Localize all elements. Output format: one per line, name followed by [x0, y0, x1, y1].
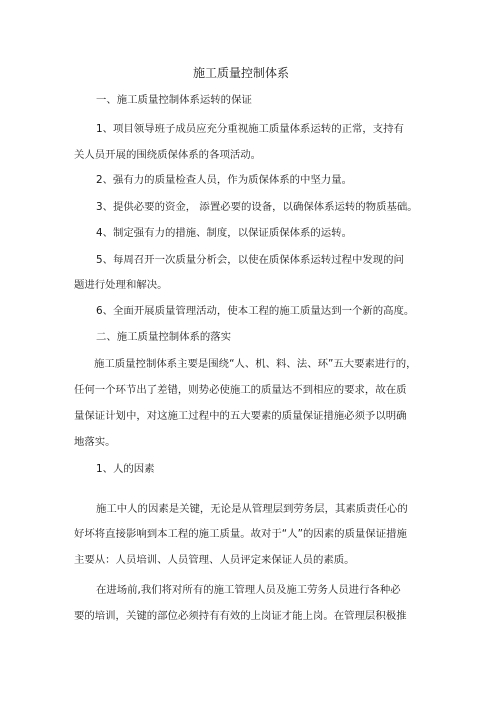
paragraph-1-line-3: 量保证计划中，对这施工过程中的五大要素的质量保证措施必须予以明确	[74, 410, 407, 422]
section-heading-1: 一、施工质量控制体系运转的保证	[96, 94, 252, 106]
paragraph-2-line-1: 施工中人的因素是关键，无论是从管理层到劳务层，其素质责任心的	[96, 503, 408, 515]
subsection-heading-1: 1、人的因素	[96, 463, 155, 475]
paragraph-1-line-4: 地落实。	[74, 436, 116, 448]
section-heading-2: 二、施工质量控制体系的落实	[96, 331, 232, 343]
list-item-1-line-1: 1、项目领导班子成员应充分重视施工质量体系运转的正常，支持有	[96, 123, 404, 135]
list-item-4: 4、制定强有力的措施、制度，以保证质保体系的运转。	[96, 227, 352, 239]
list-item-5-line-1: 5、每周召开一次质量分析会，以使在质保体系运转过程中发现的问	[96, 254, 404, 266]
list-item-5-line-2: 题进行处理和解决。	[74, 279, 168, 291]
paragraph-1-line-1: 施工质量控制体系主要是围绕“人、机、料、法、环”五大要素进行的，	[94, 358, 417, 370]
list-item-1-line-2: 关人员开展的围绕质保体系的各项活动。	[74, 149, 262, 161]
list-item-3: 3、提供必要的资金， 添置必要的设备，以确保体系运转的物质基础。	[96, 201, 418, 213]
paragraph-3-line-2: 要的培训，关键的部位必须持有有效的上岗证才能上岗。在管理层积极推	[74, 610, 407, 622]
list-item-2: 2、强有力的质量检查人员，作为质保体系的中坚力量。	[96, 174, 352, 186]
document-title: 施工质量控制体系	[193, 66, 290, 80]
paragraph-3-line-1: 在进场前,我们将对所有的施工管理人员及施工劳务人员进行各种必	[96, 584, 401, 596]
list-item-6: 6、全面开展质量管理活动，使本工程的施工质量达到一个新的高度。	[96, 305, 415, 317]
paragraph-2-line-3: 主要从：人员培训、人员管理、人员评定来保证人员的素质。	[74, 554, 355, 566]
paragraph-2-line-2: 好坏将直接影响到本工程的施工质量。故对于“人”的因素的质量保证措施	[74, 528, 407, 540]
paragraph-1-line-2: 任何一个环节出了差错，则势必使施工的质量达不到相应的要求，故在质	[74, 384, 407, 396]
